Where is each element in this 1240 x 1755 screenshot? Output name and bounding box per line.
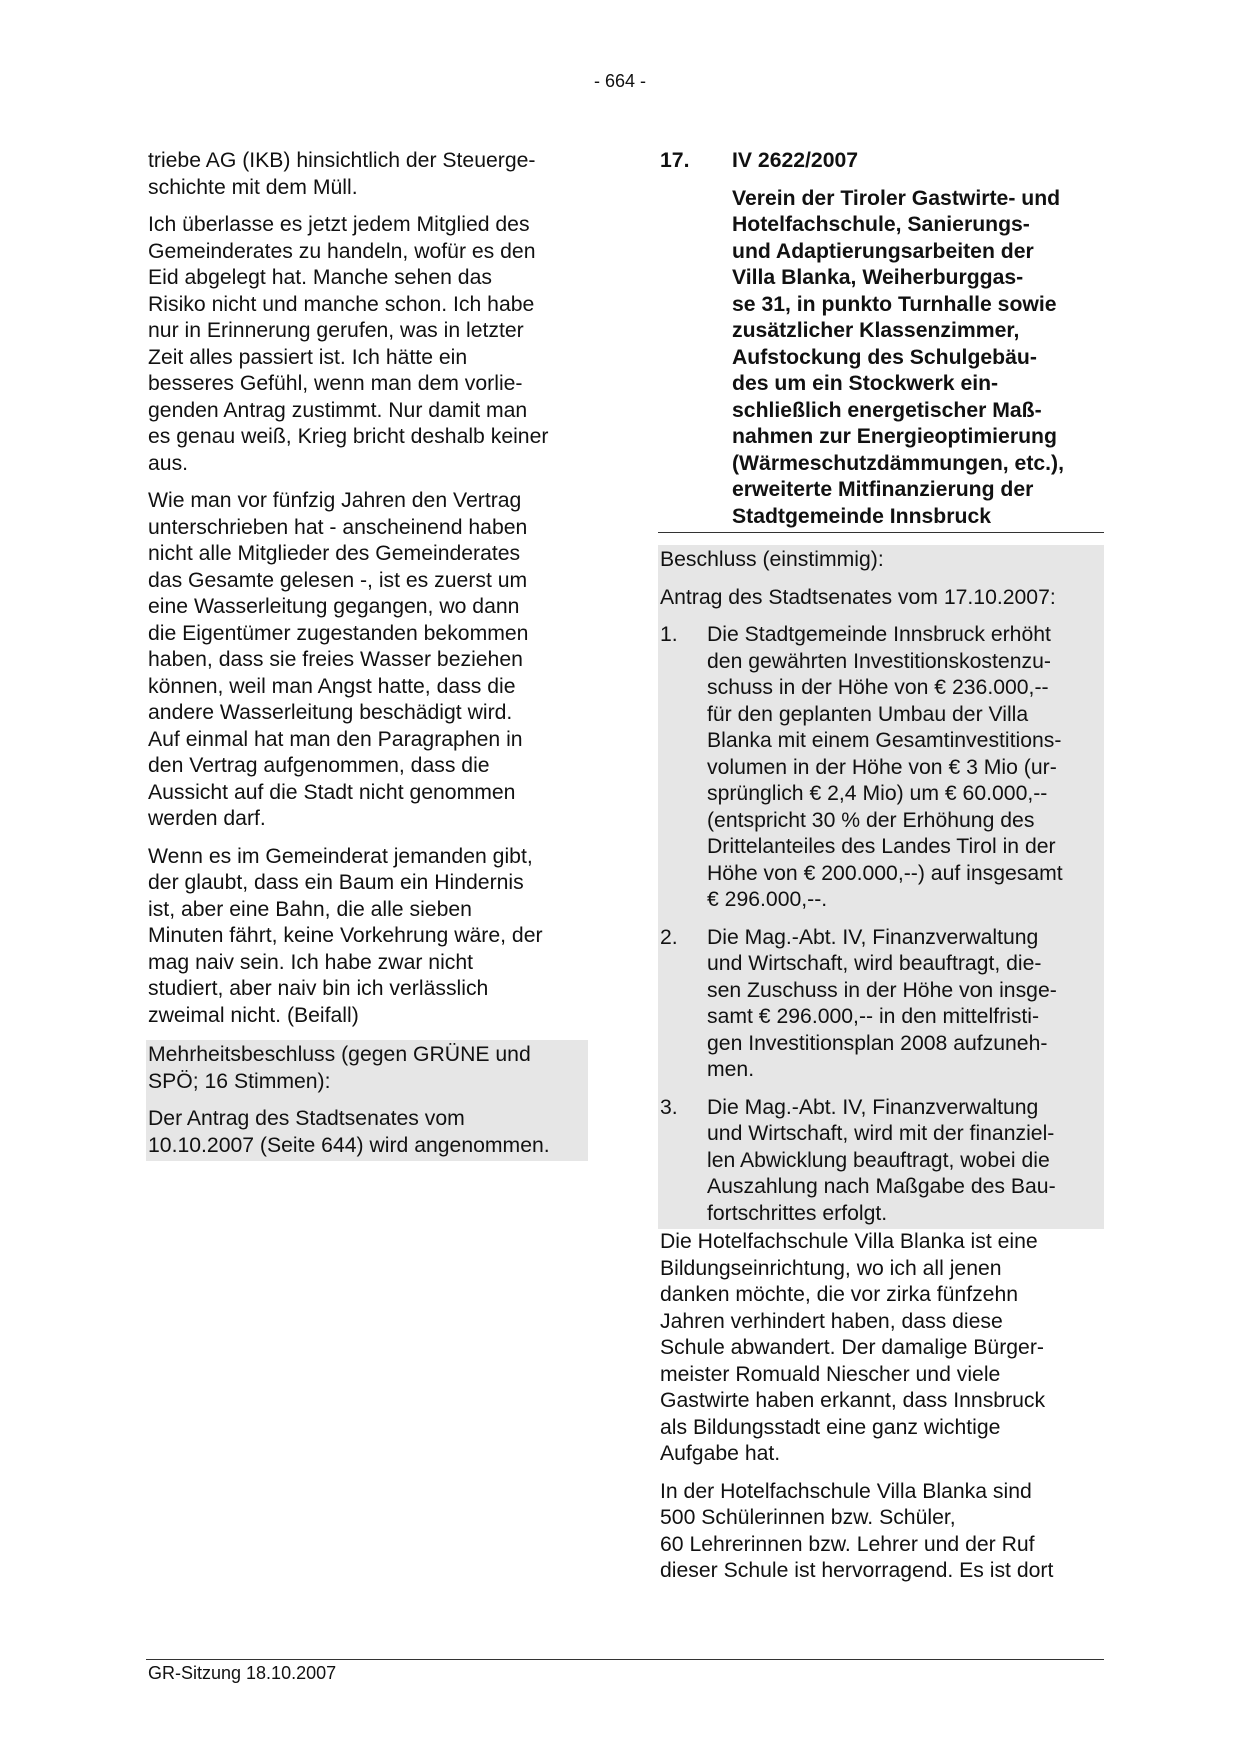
resolution-block	[658, 545, 1104, 1229]
agenda-item-reference: IV 2622/2007	[732, 149, 859, 172]
resolution-block	[146, 1040, 588, 1161]
page-number: - 664 -	[593, 71, 647, 91]
resolution-item-text: Die Stadtgemeinde Innsbruck erhöht den gewährten Investitionskostenzu- schuss in der Höhe von € 236.000,-- für den geplanten Umbau der Villa Blanka mit einem Gesamtinvestitions- volumen in der Höhe von € 3 Mio (ur- sprünglich € 2,4 Mio) um € 60.000,-- (entspricht 30 % der Erhöhung des Drittelanteiles des Landes Tirol in der Höhe von € 200.000,--) auf insgesamt € 296.000,--.	[707, 623, 1063, 911]
resolution-intro: Antrag des Stadtsenates vom 17.10.2007:	[660, 585, 1056, 609]
paragraph: Ich überlasse es jetzt jedem Mitglied des Gemeinderates zu handeln, wofür es den Eid abgelegt hat. Manche sehen das Risiko nicht und manche schon. Ich habe nur in Erinnerung gerufen, was in letzter Zeit alles passiert ist. Ich hätte ein besseres Gefühl, wenn man dem vorlie- genden Antrag zustimmt. Nur damit man es genau weiß, Krieg bricht deshalb keiner aus.	[148, 213, 549, 475]
paragraph: Die Hotelfachschule Villa Blanka ist eine Bildungseinrichtung, wo ich all jenen danken möchte, die vor zirka fünfzehn Jahren verhindert haben, dass diese Schule abwandert. Der damalige Bürger- meister Romuald Niescher und viele Gastwirte haben erkannt, dass Innsbruck als Bildungsstadt eine ganz wichtige Aufgabe hat.	[660, 1230, 1046, 1465]
paragraph: triebe AG (IKB) hinsichtlich der Steuerge- schichte mit dem Müll.	[148, 149, 536, 199]
resolution-vote: Mehrheitsbeschluss (gegen GRÜNE und SPÖ; 16 Stimmen):	[148, 1043, 531, 1093]
resolution-item-text: Die Mag.-Abt. IV, Finanzverwaltung und Wirtschaft, wird beauftragt, die- sen Zuschuss in der Höhe von insge- samt € 296.000,-- in den mittelfristi- gen Investitionsplan 2008 aufzuneh- men.	[707, 925, 1057, 1081]
resolution-item-number: 1.	[660, 623, 678, 646]
resolution-vote: Beschluss (einstimmig):	[660, 548, 884, 571]
left-column	[146, 148, 588, 1161]
right-column	[658, 148, 1104, 1596]
resolution-item-number: 2.	[660, 925, 678, 949]
resolution-item-text: Die Mag.-Abt. IV, Finanzverwaltung und Wirtschaft, wird mit der finanziel- len Abwicklung beauftragt, wobei die Auszahlung nach Maßgabe des Bau- fortschrittes erfolgt.	[707, 1095, 1056, 1225]
paragraph: In der Hotelfachschule Villa Blanka sind 500 Schülerinnen bzw. Schüler, 60 Lehrerinnen bzw. Lehrer und der Ruf dieser Schule ist hervorragend. Es ist dort	[660, 1479, 1054, 1582]
paragraph: Wie man vor fünfzig Jahren den Vertrag unterschrieben hat - anscheinend haben nicht alle Mitglieder des Gemeinderates das Gesamte gelesen -, ist es zuerst um eine Wasserleitung gegangen, wo dann die Eigentümer zugestanden bekommen haben, dass sie freies Wasser beziehen können, weil man Angst hatte, dass die andere Wasserleitung beschädigt wird. Auf einmal hat man den Paragraphen in den Vertrag aufgenommen, dass die Aussicht auf die Stadt nicht genommen werden darf.	[148, 489, 529, 830]
footer-session-date: GR-Sitzung 18.10.2007	[148, 1663, 337, 1683]
resolution-item	[658, 622, 1104, 914]
agenda-item-heading	[658, 148, 1104, 533]
resolution-item	[658, 1095, 1104, 1228]
agenda-item-number: 17.	[660, 149, 690, 172]
resolution-text: Der Antrag des Stadtsenates vom 10.10.2007 (Seite 644) wird angenommen.	[148, 1107, 550, 1157]
paragraph: Wenn es im Gemeinderat jemanden gibt, der glaubt, dass ein Baum ein Hindernis ist, aber eine Bahn, die alle sieben Minuten fährt, keine Vorkehrung wäre, der mag naiv sein. Ich habe zwar nicht studiert, aber naiv bin ich verlässlich zweimal nicht. (Beifall)	[148, 844, 543, 1027]
resolution-item-number: 3.	[660, 1095, 678, 1119]
resolution-item	[658, 925, 1104, 1084]
footer-divider	[146, 1659, 1104, 1660]
agenda-item-title: Verein der Tiroler Gastwirte- und Hotelfachschule, Sanierungs- und Adaptierungsarbeiten der Villa Blanka, Weiherburggas- se 31, in punkto Turnhalle sowie zusätzlicher Klassenzimmer, Aufstockung des Schulgebäu- des um ein Stockwerk ein- schließlich energetischer Maß- nahmen zur Energieoptimierung (Wärmeschutzdämmungen, etc.), erweiterte Mitfinanzierung der Stadtgemeinde Innsbruck	[732, 186, 1064, 528]
